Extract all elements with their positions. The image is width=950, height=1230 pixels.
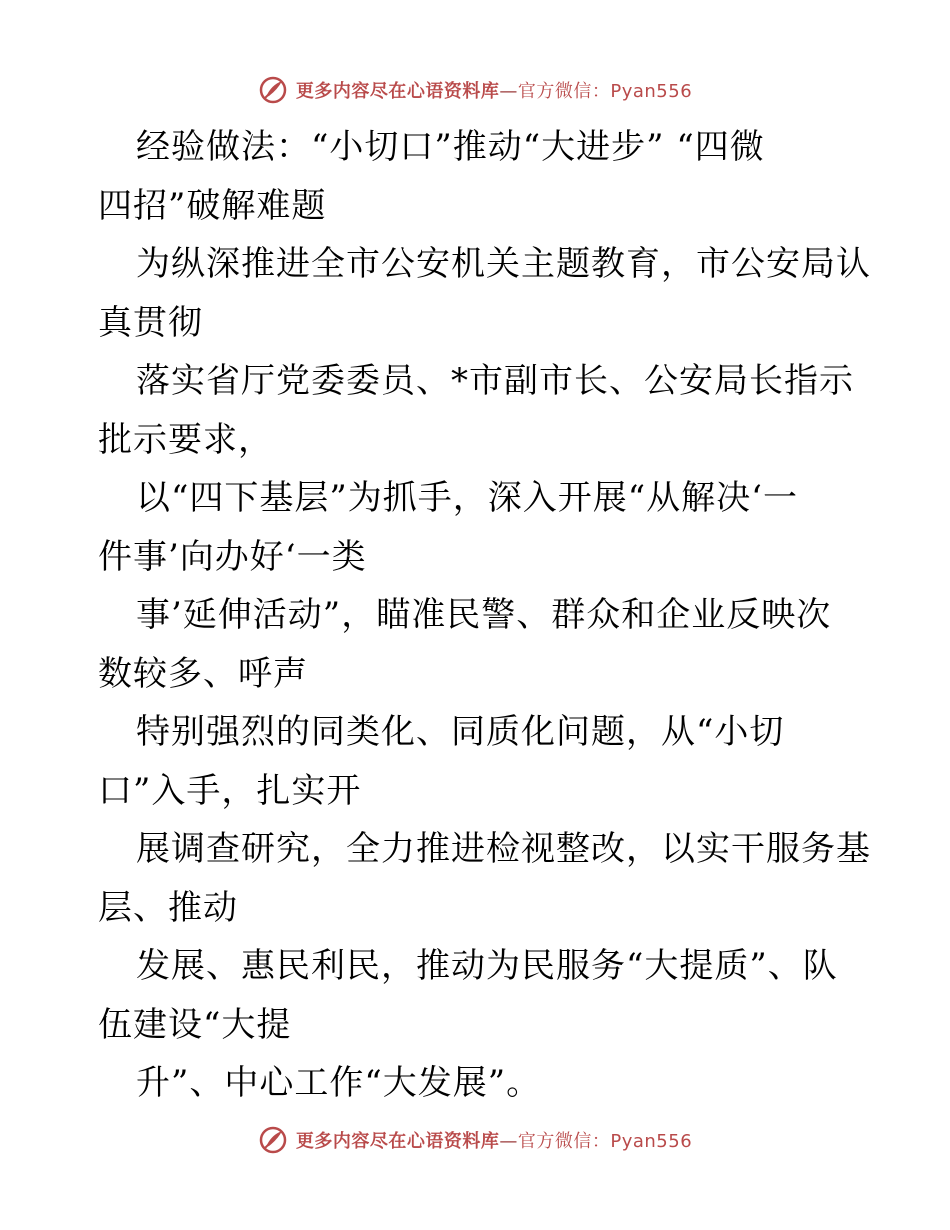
watermark-site: 更多内容尽在心语资料库 <box>295 81 500 102</box>
document-line: 真贯彻 <box>98 302 203 343</box>
quill-pen-logo-icon <box>258 1125 288 1155</box>
header-watermark <box>0 68 950 112</box>
document-line: 伍建设“大提 <box>98 1004 292 1045</box>
watermark-dash: — <box>499 1131 518 1152</box>
document-line: 层、推动 <box>98 887 238 928</box>
document-line: 四招”破解难题 <box>98 185 327 226</box>
document-body <box>98 118 871 1113</box>
document-line: 升”、中心工作“大发展”。 <box>136 1063 542 1103</box>
document-line: 落实省厅党委委员、*市副市长、公安局长指示 <box>136 361 854 401</box>
watermark-site: 更多内容尽在心语资料库 <box>295 1131 500 1152</box>
footer-watermark <box>0 1118 950 1162</box>
watermark-contact: 官方微信：Pyan556 <box>517 81 693 102</box>
document-line: 以“四下基层”为抓手，深入开展“从解决‘一 <box>136 478 798 518</box>
watermark-dash: — <box>499 81 518 102</box>
document-line: 事’延伸活动”，瞄准民警、群众和企业反映次 <box>136 595 832 635</box>
document-line: 发展、惠民利民，推动为民服务“大提质”、队 <box>136 946 838 986</box>
document-line: 特别强烈的同类化、同质化问题，从“小切 <box>136 712 785 752</box>
document-line: 经验做法：“小切口”推动“大进步” “四微 <box>136 127 765 167</box>
watermark-text <box>296 1127 692 1153</box>
document-line: 件事’向办好‘一类 <box>98 536 367 577</box>
document-line: 批示要求， <box>98 419 273 460</box>
document-line: 为纵深推进全市公安机关主题教育，市公安局认 <box>136 244 871 284</box>
watermark-contact: 官方微信：Pyan556 <box>517 1131 693 1152</box>
document-line: 数较多、呼声 <box>98 653 308 694</box>
document-line: 展调查研究，全力推进检视整改，以实干服务基 <box>136 829 871 869</box>
watermark-text <box>296 77 692 103</box>
quill-pen-logo-icon <box>258 75 288 105</box>
document-line: 口”入手，扎实开 <box>98 770 362 811</box>
